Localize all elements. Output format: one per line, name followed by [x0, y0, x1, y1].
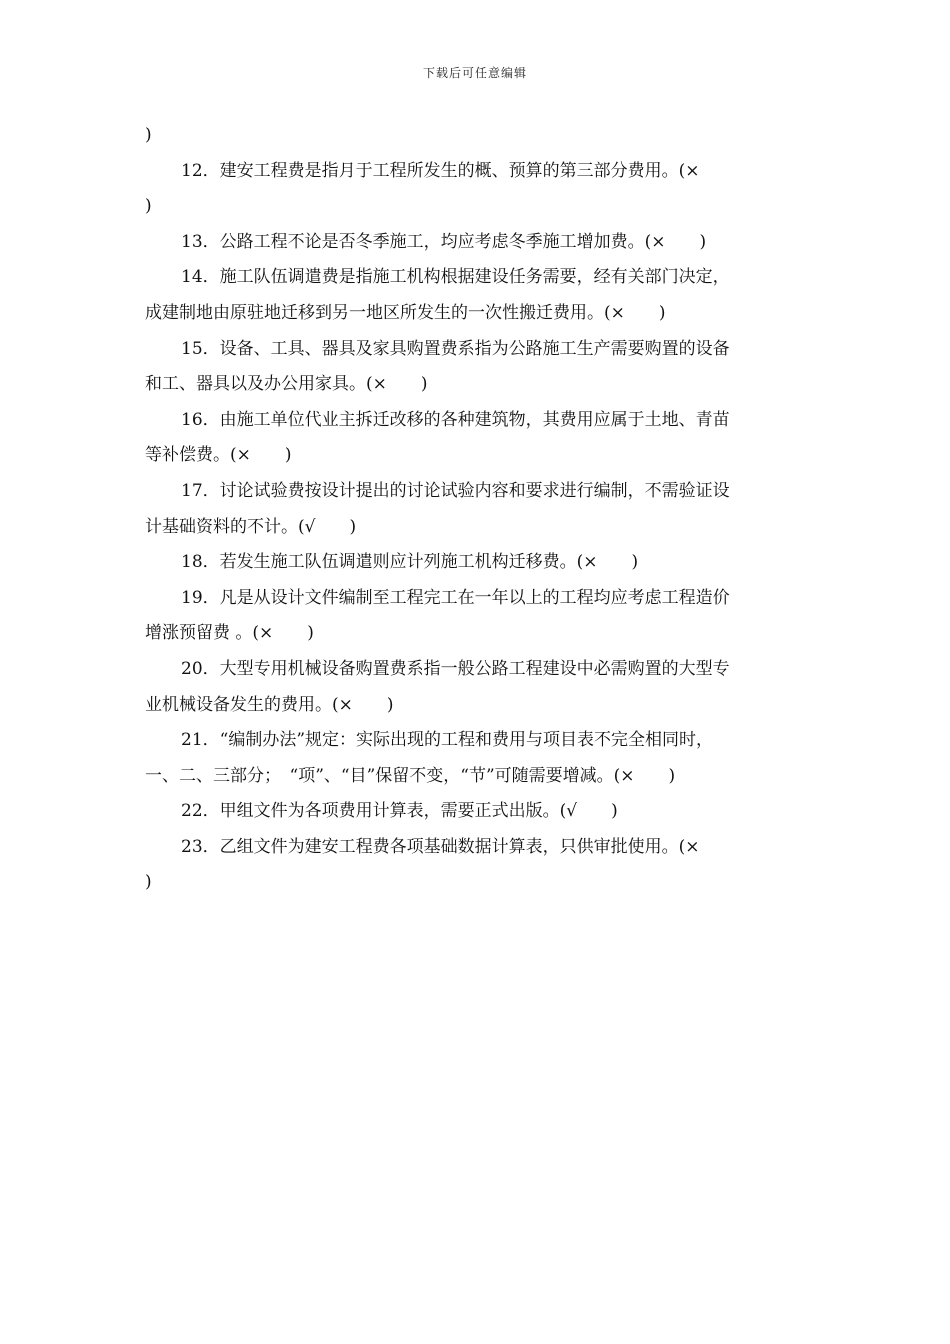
- text-line: 17．讨论试验费按设计提出的讨论试验内容和要求进行编制，不需验证设: [181, 480, 730, 501]
- text-line: ): [145, 125, 152, 145]
- text-line: 22．甲组文件为各项费用计算表，需要正式出版。(√ ): [181, 801, 618, 822]
- text-line: 18．若发生施工队伍调遣则应计列施工机构迁移费。(× ): [181, 552, 639, 573]
- text-line: 12．建安工程费是指月于工程所发生的概、预算的第三部分费用。(×: [181, 160, 700, 181]
- text-line: 20．大型专用机械设备购置费系指一般公路工程建设中必需购置的大型专: [181, 658, 730, 679]
- text-line: 13．公路工程不论是否冬季施工，均应考虑冬季施工增加费。(× ): [181, 231, 707, 252]
- text-line: 14．施工队伍调遣费是指施工机构根据建设任务需要，经有关部门决定，: [181, 267, 730, 288]
- text-line: 16．由施工单位代业主拆迁改移的各种建筑物，其费用应属于土地、青苗: [181, 409, 730, 430]
- text-line: 增涨预留费 。(× ): [145, 623, 314, 644]
- text-line: 21．“编制办法”规定：实际出现的工程和费用与项目表不完全相同时，: [181, 730, 714, 751]
- text-line: 成建制地由原驻地迁移到另一地区所发生的一次性搬迁费用。(× ): [145, 302, 666, 323]
- text-line: ): [145, 872, 152, 893]
- text-line: 计基础资料的不计。(√ ): [145, 516, 357, 537]
- text-line: 19．凡是从设计文件编制至工程完工在一年以上的工程均应考虑工程造价: [181, 587, 730, 608]
- text-line: ): [145, 196, 152, 217]
- text-line: 等补偿费。(× ): [145, 445, 292, 466]
- text-line: 业机械设备发生的费用。(× ): [145, 694, 394, 715]
- text-line: 23．乙组文件为建安工程费各项基础数据计算表，只供审批使用。(×: [181, 836, 700, 857]
- text-line: 一、二、三部分； “项”、“目”保留不变，“节”可随需要增减。(× ): [145, 765, 676, 786]
- page-header: 下载后可任意编辑: [422, 66, 527, 80]
- text-line: 15．设备、工具、器具及家具购置费系指为公路施工生产需要购置的设备: [181, 338, 730, 359]
- document-body: [145, 118, 807, 901]
- text-line: 和工、器具以及办公用家具。(× ): [145, 374, 428, 395]
